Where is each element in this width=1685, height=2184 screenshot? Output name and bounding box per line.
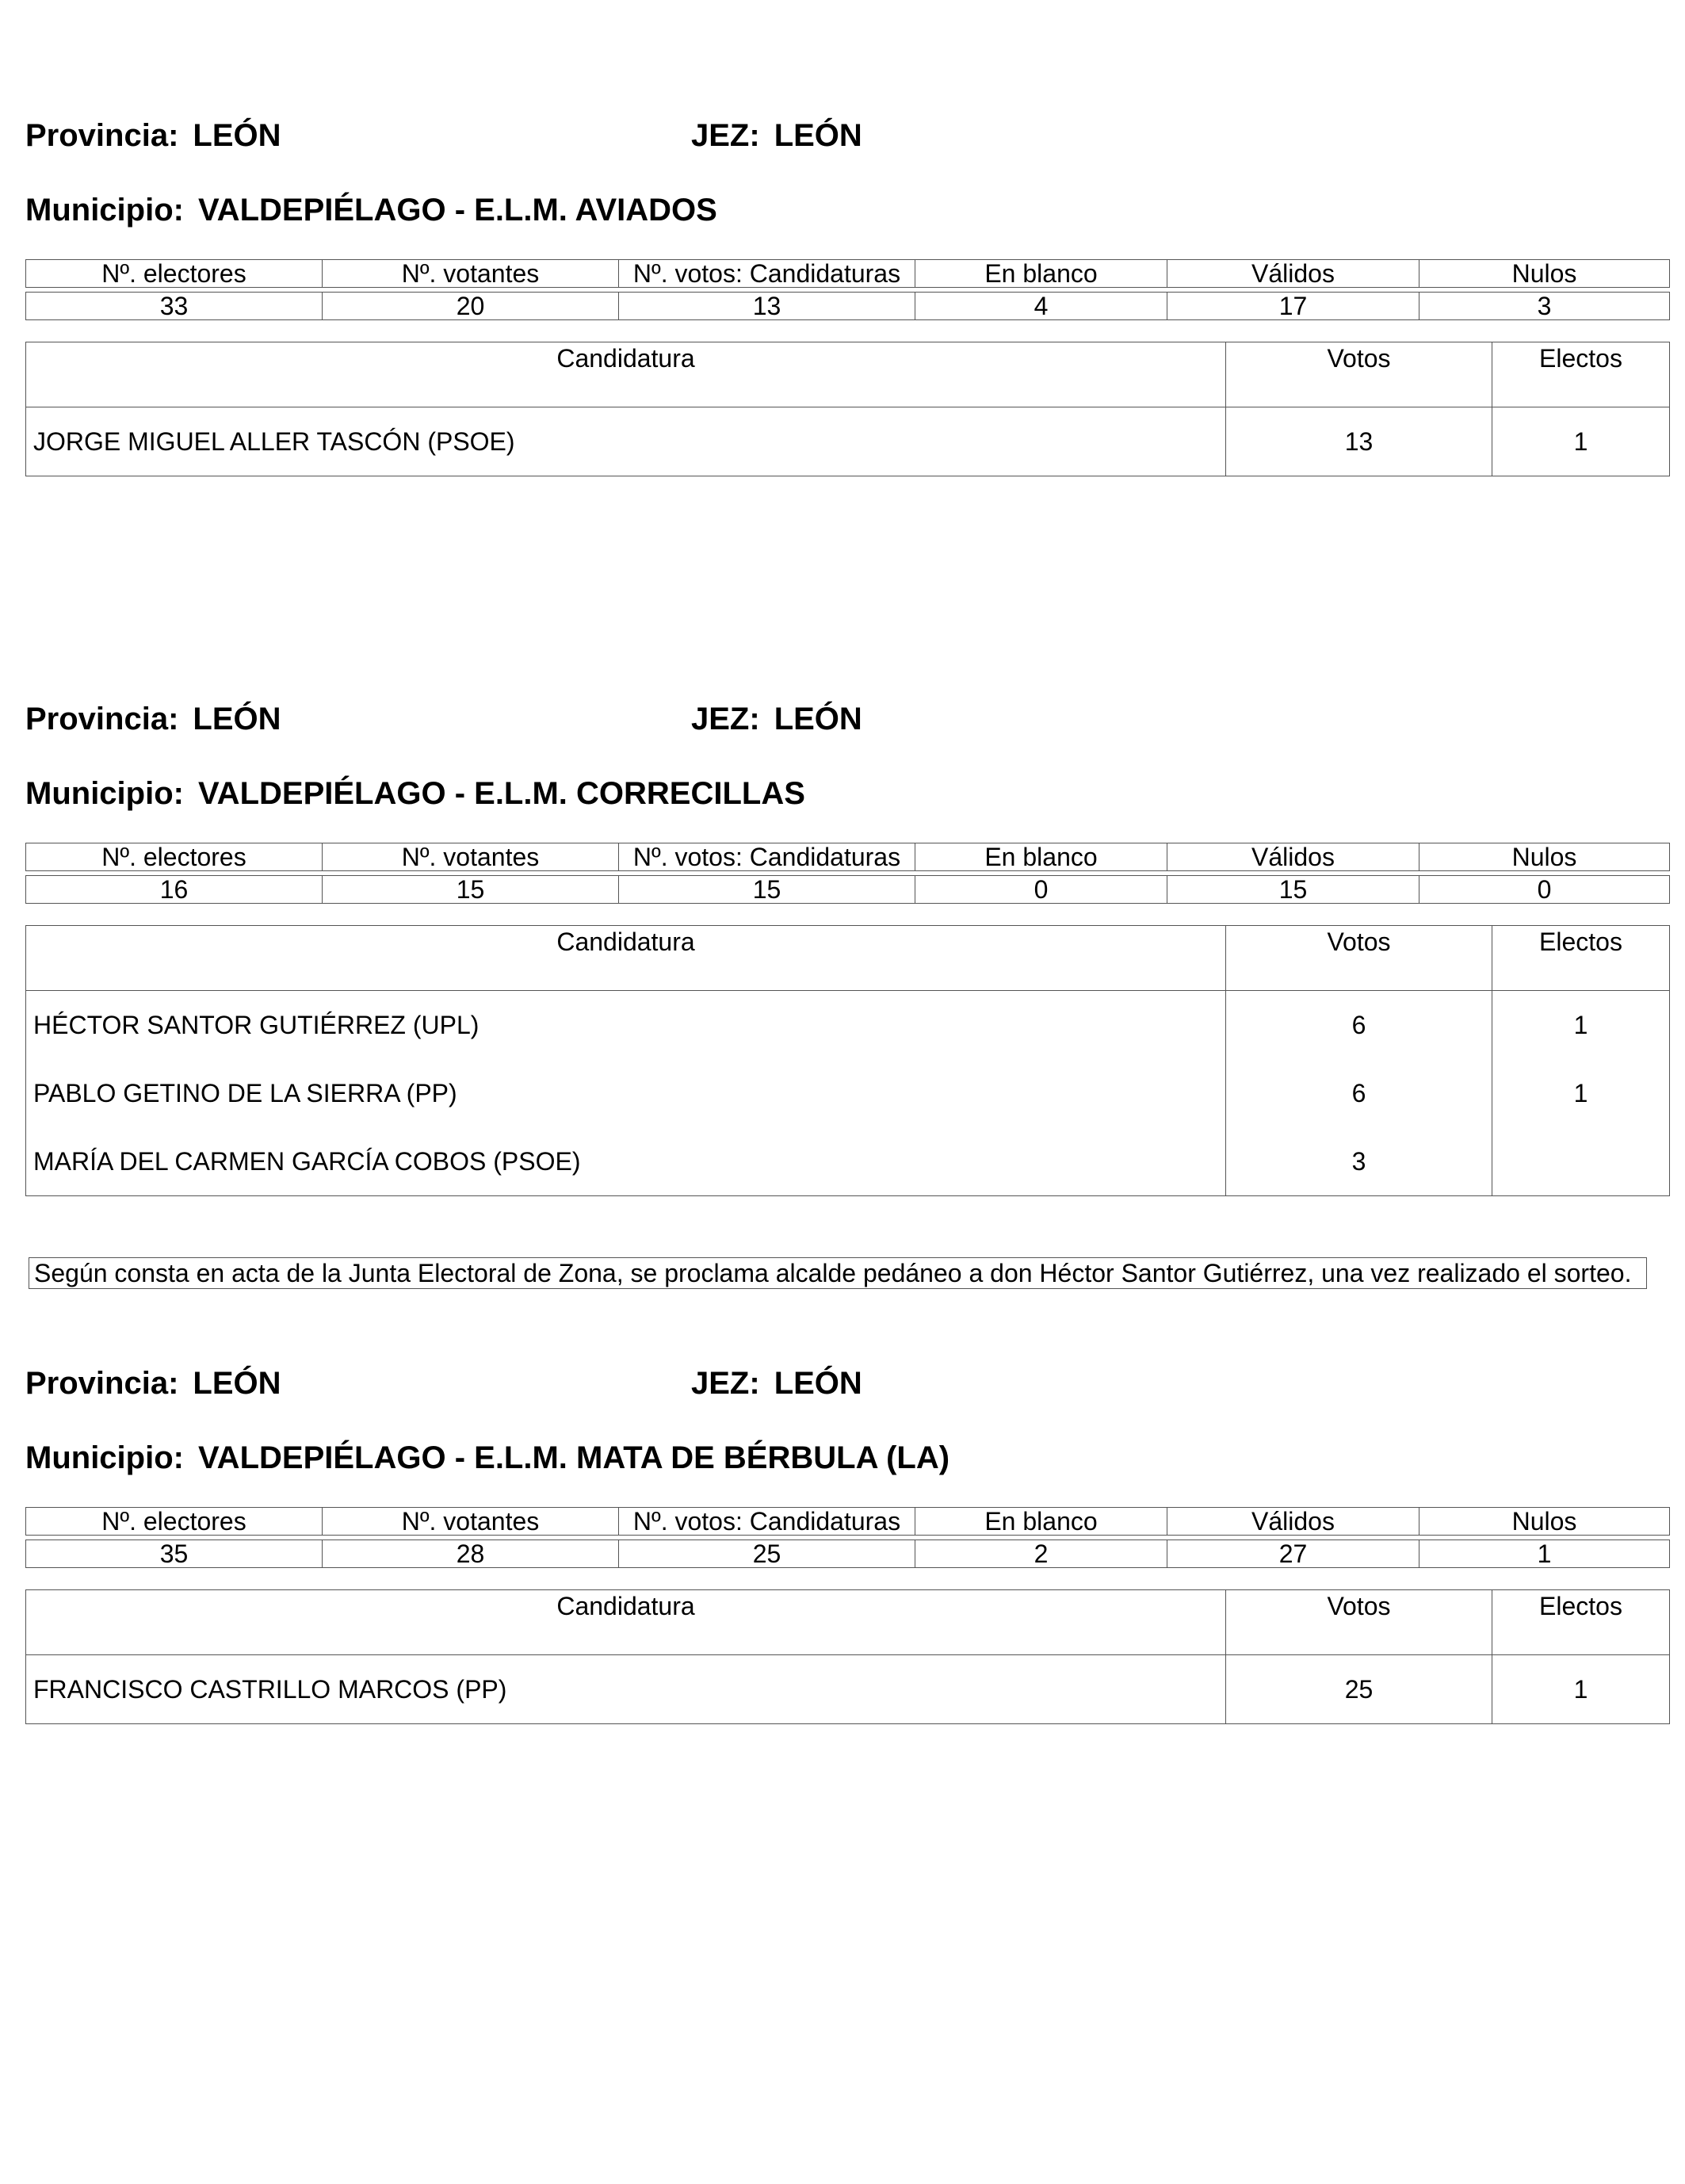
stats-value-row — [26, 1540, 1670, 1568]
votos-header: Votos — [1226, 1590, 1492, 1655]
candidate-electos: 1 — [1492, 991, 1670, 1060]
stats-header: Nº. votantes — [323, 260, 619, 288]
candidatura-header: Candidatura — [26, 1590, 1226, 1655]
municipio-value: VALDEPIÉLAGO - E.L.M. MATA DE BÉRBULA (LA) — [197, 1440, 950, 1475]
stats-value: 35 — [26, 1540, 323, 1568]
stats-table — [25, 843, 1670, 904]
candidate-votos: 25 — [1226, 1655, 1492, 1724]
candidate-name: PABLO GETINO DE LA SIERRA (PP) — [33, 1078, 457, 1107]
jez-value: LEÓN — [774, 1366, 862, 1401]
candidate-row — [26, 991, 1670, 1060]
candidate-votos: 13 — [1226, 407, 1492, 476]
votos-header: Votos — [1226, 926, 1492, 991]
jez-value: LEÓN — [774, 702, 862, 736]
stats-header: Nº. electores — [26, 260, 323, 288]
stats-value: 15 — [323, 876, 619, 904]
candidatura-header: Candidatura — [26, 926, 1226, 991]
candidate-row — [26, 1059, 1670, 1127]
stats-table — [25, 1507, 1670, 1568]
jez-value: LEÓN — [774, 118, 862, 153]
electos-header: Electos — [1492, 1590, 1670, 1655]
stats-header: Nulos — [1419, 1508, 1670, 1536]
stats-value-row — [26, 876, 1670, 904]
stats-header-row — [26, 260, 1670, 288]
candidate-electos: 1 — [1492, 1655, 1670, 1724]
candidate-name: MARÍA DEL CARMEN GARCÍA COBOS (PSOE) — [33, 1146, 581, 1176]
jez-line: JEZ: LEÓN — [691, 1366, 862, 1401]
provincia-line: Provincia: LEÓN — [25, 1366, 281, 1401]
electos-header: Electos — [1492, 342, 1670, 407]
stats-table — [25, 259, 1670, 320]
municipio-value: VALDEPIÉLAGO - E.L.M. CORRECILLAS — [197, 776, 805, 811]
votos-header: Votos — [1226, 342, 1492, 407]
stats-header: Válidos — [1167, 260, 1419, 288]
stats-value: 16 — [26, 876, 323, 904]
stats-value: 15 — [619, 876, 915, 904]
candidate-row — [26, 1655, 1670, 1724]
provincia-line: Provincia: LEÓN — [25, 702, 281, 736]
candidate-votos: 3 — [1226, 1127, 1492, 1196]
stats-header: Nº. electores — [26, 843, 323, 871]
stats-header: Nulos — [1419, 260, 1670, 288]
candidates-header-row — [26, 342, 1670, 407]
stats-header-row — [26, 843, 1670, 871]
stats-header: Nº. votantes — [323, 843, 619, 871]
candidate-votos: 6 — [1226, 1059, 1492, 1127]
stats-value: 17 — [1167, 293, 1419, 320]
candidate-name: FRANCISCO CASTRILLO MARCOS (PP) — [33, 1674, 507, 1704]
candidate-electos — [1492, 1127, 1670, 1196]
stats-header: Nº. electores — [26, 1508, 323, 1536]
jez-line: JEZ: LEÓN — [691, 118, 862, 153]
candidatura-header: Candidatura — [26, 342, 1226, 407]
provincia-value: LEÓN — [193, 118, 281, 153]
candidates-header-row — [26, 926, 1670, 991]
stats-header: Nº. votos: Candidaturas — [619, 260, 915, 288]
candidates-table — [25, 1589, 1670, 1724]
stats-value: 25 — [619, 1540, 915, 1568]
candidates-header-row — [26, 1590, 1670, 1655]
stats-header-row — [26, 1508, 1670, 1536]
stats-value: 13 — [619, 293, 915, 320]
candidate-electos: 1 — [1492, 407, 1670, 476]
candidates-table — [25, 342, 1670, 476]
stats-value-row — [26, 293, 1670, 320]
municipio-line: Municipio: VALDEPIÉLAGO - E.L.M. MATA DE BÉRBULA (LA) — [25, 1440, 950, 1475]
proclamation-note: Según consta en acta de la Junta Electoral de Zona, se proclama alcalde pedáneo a don Héctor Santor Gutiérrez, una vez realizado el sorteo. — [29, 1257, 1647, 1289]
municipio-value: VALDEPIÉLAGO - E.L.M. AVIADOS — [197, 193, 717, 228]
provincia-value: LEÓN — [193, 702, 281, 736]
stats-value: 1 — [1419, 1540, 1670, 1568]
electos-header: Electos — [1492, 926, 1670, 991]
stats-header: Válidos — [1167, 1508, 1419, 1536]
stats-value: 20 — [323, 293, 619, 320]
candidates-table — [25, 925, 1670, 1196]
candidate-name: HÉCTOR SANTOR GUTIÉRREZ (UPL) — [33, 1010, 480, 1039]
jez-line: JEZ: LEÓN — [691, 702, 862, 736]
stats-value: 2 — [915, 1540, 1167, 1568]
candidate-row — [26, 407, 1670, 476]
candidate-name: JORGE MIGUEL ALLER TASCÓN (PSOE) — [33, 426, 515, 456]
stats-value: 0 — [1419, 876, 1670, 904]
stats-header: En blanco — [915, 260, 1167, 288]
candidate-electos: 1 — [1492, 1059, 1670, 1127]
stats-header: Nulos — [1419, 843, 1670, 871]
municipio-line: Municipio: VALDEPIÉLAGO - E.L.M. AVIADOS — [25, 193, 717, 228]
provincia-line: Provincia: LEÓN — [25, 118, 281, 153]
stats-value: 28 — [323, 1540, 619, 1568]
stats-header: Nº. votos: Candidaturas — [619, 1508, 915, 1536]
stats-value: 33 — [26, 293, 323, 320]
stats-header: Nº. votantes — [323, 1508, 619, 1536]
stats-header: Nº. votos: Candidaturas — [619, 843, 915, 871]
stats-value: 15 — [1167, 876, 1419, 904]
stats-header: En blanco — [915, 843, 1167, 871]
stats-header: Válidos — [1167, 843, 1419, 871]
municipio-line: Municipio: VALDEPIÉLAGO - E.L.M. CORRECILLAS — [25, 776, 805, 811]
stats-value: 0 — [915, 876, 1167, 904]
provincia-value: LEÓN — [193, 1366, 281, 1401]
stats-value: 4 — [915, 293, 1167, 320]
candidate-row — [26, 1127, 1670, 1196]
stats-value: 3 — [1419, 293, 1670, 320]
candidate-votos: 6 — [1226, 991, 1492, 1060]
stats-value: 27 — [1167, 1540, 1419, 1568]
stats-header: En blanco — [915, 1508, 1167, 1536]
